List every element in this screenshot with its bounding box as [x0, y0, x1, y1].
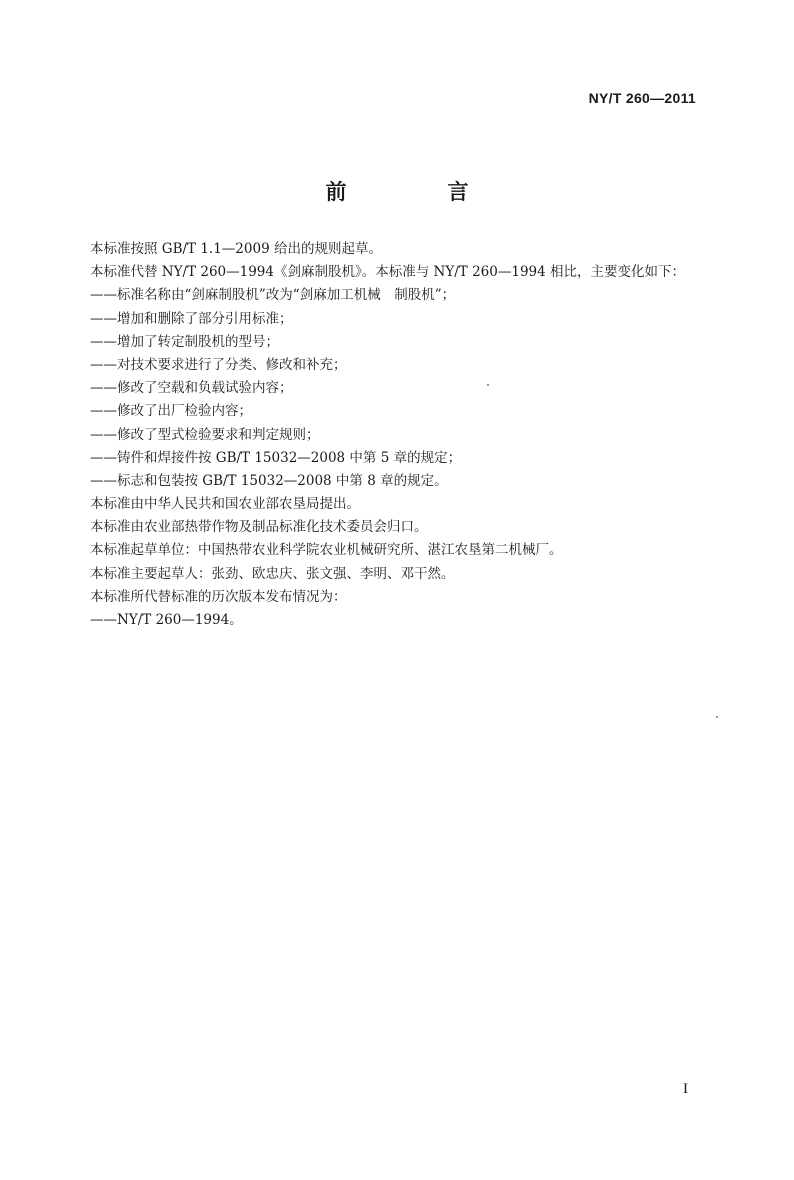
change-item: ——修改了空载和负载试验内容； — [90, 380, 293, 397]
change-item: ——标准名称由“剑麻制股机”改为“剑麻加工机械 制股机”； — [90, 287, 456, 304]
page-number: I — [683, 1081, 688, 1097]
history-item: ——NY/T 260—1994。 — [90, 612, 243, 628]
change-item: ——对技术要求进行了分类、修改和补充； — [90, 356, 347, 373]
change-item: ——铸件和焊接件按 GB/T 15032—2008 中第 5 章的规定； — [90, 449, 462, 466]
paragraph: 本标准所代替标准的历次版本发布情况为： — [90, 588, 347, 605]
change-item: ——标志和包装按 GB/T 15032—2008 中第 8 章的规定。 — [90, 472, 448, 489]
change-item: ——修改了出厂检验内容； — [90, 403, 252, 420]
change-item: ——增加和删除了部分引用标准； — [90, 310, 293, 327]
change-item: ——修改了型式检验要求和判定规则； — [90, 426, 320, 443]
paragraph: 本标准代替 NY/T 260—1994《剑麻制股机》。本标准与 NY/T 260—1994 相比，主要变化如下： — [90, 264, 686, 281]
paragraph: 本标准按照 GB/T 1.1—2009 给出的规则起草。 — [90, 241, 382, 257]
change-item: ——增加了转定制股机的型号； — [90, 333, 279, 350]
page-title: 前 言 — [325, 180, 509, 204]
paragraph: 本标准起草单位：中国热带农业科学院农业机械研究所、湛江农垦第二机械厂。 — [90, 542, 563, 559]
paragraph: 本标准由农业部热带作物及制品标准化技术委员会归口。 — [90, 519, 428, 536]
scan-speck — [716, 716, 718, 718]
paragraph: 本标准主要起草人：张劲、欧忠庆、张文强、李明、邓干然。 — [90, 565, 455, 582]
scan-speck — [487, 384, 489, 386]
standard-code: NY/T 260—2011 — [588, 90, 696, 106]
foreword-body — [90, 238, 730, 632]
paragraph: 本标准由中华人民共和国农业部农垦局提出。 — [90, 496, 360, 513]
